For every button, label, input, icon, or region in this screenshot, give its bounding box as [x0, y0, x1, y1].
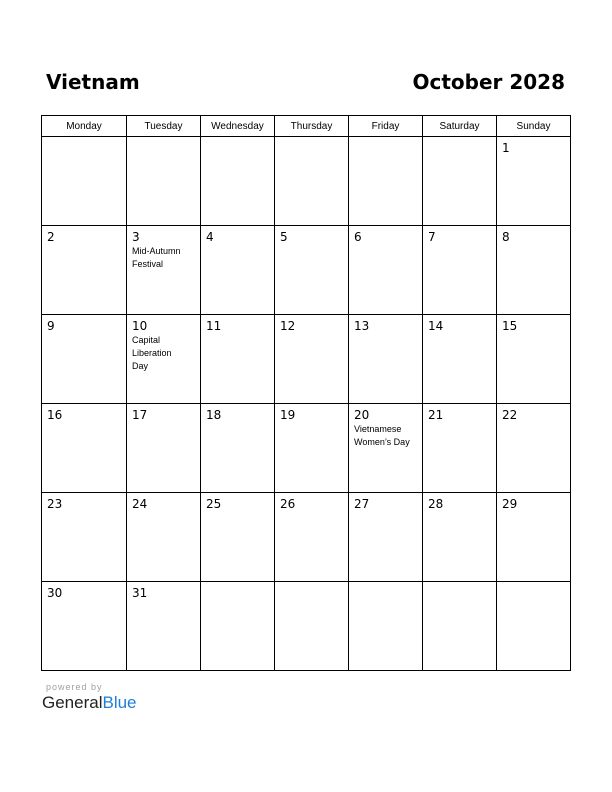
day-cell [127, 582, 201, 671]
day-cell [201, 493, 275, 582]
day-number: 22 [502, 408, 518, 422]
day-cell [275, 315, 349, 404]
day-cell [497, 315, 571, 404]
day-number: 17 [132, 408, 148, 422]
day-cell [275, 404, 349, 493]
weekday-header-row [42, 116, 571, 137]
week-row [42, 404, 571, 493]
day-cell [349, 137, 423, 226]
day-cell [423, 226, 497, 315]
day-cell [349, 404, 423, 493]
day-number: 9 [47, 319, 55, 333]
day-cell [201, 137, 275, 226]
page-title-country: Vietnam [46, 70, 140, 94]
day-number: 23 [47, 497, 63, 511]
day-number: 28 [428, 497, 444, 511]
day-number: 14 [428, 319, 444, 333]
day-number: 16 [47, 408, 63, 422]
day-cell [275, 137, 349, 226]
powered-by-label: powered by [46, 682, 103, 692]
day-cell [42, 315, 127, 404]
day-number: 8 [502, 230, 510, 244]
day-cell [423, 315, 497, 404]
week-row [42, 315, 571, 404]
day-cell [349, 493, 423, 582]
day-number: 7 [428, 230, 436, 244]
day-cell [201, 582, 275, 671]
page-title-month: October 2028 [412, 70, 565, 94]
day-cell [275, 582, 349, 671]
weekday-header: Monday [42, 116, 127, 137]
day-number: 27 [354, 497, 370, 511]
brand-general-text: General [42, 693, 103, 712]
day-cell [275, 493, 349, 582]
day-number: 13 [354, 319, 370, 333]
day-cell [127, 404, 201, 493]
day-cell [201, 404, 275, 493]
day-cell [497, 582, 571, 671]
day-number: 26 [280, 497, 296, 511]
day-cell [423, 582, 497, 671]
brand-blue-text: Blue [102, 693, 137, 712]
weekday-header: Saturday [423, 116, 497, 137]
day-cell [349, 315, 423, 404]
day-cell [497, 226, 571, 315]
weekday-header: Sunday [497, 116, 571, 137]
day-cell [497, 137, 571, 226]
week-row [42, 493, 571, 582]
calendar-grid [41, 115, 571, 671]
day-cell [201, 226, 275, 315]
weekday-header: Friday [349, 116, 423, 137]
weekday-header: Wednesday [201, 116, 275, 137]
day-cell [42, 493, 127, 582]
week-row [42, 137, 571, 226]
day-number: 18 [206, 408, 222, 422]
day-cell [497, 493, 571, 582]
generalblue-logo[interactable] [42, 693, 137, 713]
day-cell [42, 404, 127, 493]
day-number: 21 [428, 408, 444, 422]
day-cell [423, 137, 497, 226]
day-cell [42, 226, 127, 315]
day-cell [127, 137, 201, 226]
day-number: 2 [47, 230, 55, 244]
day-number: 1 [502, 141, 510, 155]
day-number: 4 [206, 230, 214, 244]
day-cell [349, 226, 423, 315]
week-row [42, 582, 571, 671]
day-number: 12 [280, 319, 296, 333]
day-number: 25 [206, 497, 222, 511]
day-number: 11 [206, 319, 222, 333]
day-number: 15 [502, 319, 518, 333]
day-cell [201, 315, 275, 404]
holiday-label: Capital Liberation Day [132, 335, 172, 371]
day-number: 3 [132, 230, 140, 244]
day-cell [127, 493, 201, 582]
weekday-header: Tuesday [127, 116, 201, 137]
day-number: 24 [132, 497, 148, 511]
day-number: 6 [354, 230, 362, 244]
day-cell [423, 493, 497, 582]
day-cell [497, 404, 571, 493]
day-cell [42, 137, 127, 226]
day-cell [423, 404, 497, 493]
day-number: 10 [132, 319, 148, 333]
day-cell [127, 315, 201, 404]
holiday-label: Vietnamese Women’s Day [354, 424, 410, 447]
holiday-label: Mid-Autumn Festival [132, 246, 181, 269]
weekday-header: Thursday [275, 116, 349, 137]
day-number: 31 [132, 586, 148, 600]
day-cell [127, 226, 201, 315]
day-number: 30 [47, 586, 63, 600]
day-cell [349, 582, 423, 671]
day-cell [42, 582, 127, 671]
day-number: 5 [280, 230, 288, 244]
day-number: 20 [354, 408, 370, 422]
day-cell [275, 226, 349, 315]
week-row [42, 226, 571, 315]
day-number: 19 [280, 408, 296, 422]
day-number: 29 [502, 497, 518, 511]
